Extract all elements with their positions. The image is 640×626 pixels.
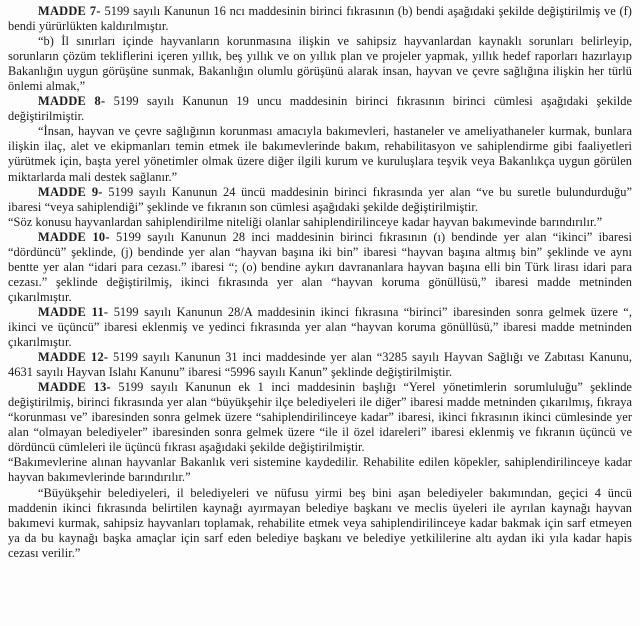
paragraph-text: “İnsan, hayvan ve çevre sağlığının korunması amacıyla bakımevleri, hastaneler ve ameliyathaneler kurmak, bunlara ilişkin ilaç, alet ve ekipmanları temin etmek ile bakımevlerinde bakım, rehabilitasyon ve sahiplendirme gibi faaliyetleri yürütmek için, başta yerel yönetimler olmak üzere diğer ilgili kurum ve kuruluşlara teşvik veya Bakanlıkça uygun görülen miktarlarda mali destek sağlanır.” [8,124,632,184]
paragraph-text: “Söz konusu hayvanlardan sahiplendirilme niteliği olanlar sahiplendirilinceye kadar hayvan bakımevinde barındırılır.” [8,214,603,229]
madde-heading: MADDE 13- [38,380,111,395]
paragraph-madde-13-quote-1 [8,455,632,485]
madde-heading: MADDE 8- [38,94,106,109]
paragraph-text: “b) İl sınırları içinde hayvanların korunmasına ilişkin ve sahipsiz hayvanlardan kaynaklı sorunları belirleyip, sorunların çözüm tekliflerini içeren yıllık, beş yıllık ve on yıllık plan ve projeler yapmak, yıllık hedef raporları hazırlayıp Bakanlığın uygun görüşüne sunmak, Bakanlığın olumlu görüşünü alarak insan, hayvan ve çevre sağlığına ilişkin her türlü önlemi almak,” [8,34,632,94]
paragraph-text: 5199 sayılı Kanunun 28 inci maddesinin birinci fıkrasının (ı) bendinde yer alan “ikinci” ibaresi “dördüncü” şeklinde, (j) bendinde yer alan “hayvan başına iki bin” ibaresi “hayvan başına altmış bin” şeklinde ve aynı bentte yer alan “idari para cezası.” ibaresi “; (o) bendine aykırı davrananlara hayvan başına elli bin Türk lirası idari para cezası.” şeklinde değiştirilmiş, ikinci fıkrasında yer alan “hayvan koruma gönüllüsü,” ibaresi madde metninden çıkarılmıştır. [8,229,632,304]
paragraph-madde-12 [8,350,632,380]
madde-heading: MADDE 9- [38,184,103,199]
paragraph-madde-8 [8,94,632,124]
paragraph-text: “Büyükşehir belediyeleri, il belediyeleri ve nüfusu yirmi beş bini aşan belediyeler bakımından, geçici 4 üncü maddenin ikinci fıkrasında belirtilen kaynağı ayırmayan belediye başkanı ve meclis üyeleri ile ayrılan kaynağı hayvan bakımevi kurmak, sahipsiz hayvanları toplamak, rehabilite etmek veya sahiplendirilinceye kadar bakmak için sarf etmeyen ya da bu kaynağı başka amaçlar için sarf eden belediye başkanı ve belediye yetkililerine altı aydan iki yıla kadar hapis cezası verilir.” [8,485,632,560]
paragraph-madde-13 [8,380,632,455]
paragraph-text: 5199 sayılı Kanunun 24 üncü maddesinin birinci fıkrasında yer alan “ve bu suretle bulundurduğu” ibaresi “veya sahiplendiği” şeklinde ve fıkranın son cümlesi aşağıdaki şekilde değiştirilmiştir. [8,184,632,214]
paragraph-text: 5199 sayılı Kanunun 31 inci maddesinde yer alan “3285 sayılı Hayvan Sağlığı ve Zabıtası Kanunu, 4631 sayılı Hayvan Islahı Kanunu” ibaresi “5996 sayılı Kanun” şeklinde değiştirilmiştir. [8,350,632,380]
paragraph-madde-9 [8,185,632,215]
madde-heading: MADDE 11- [38,304,109,319]
paragraph-text: 5199 sayılı Kanunun 16 ncı maddesinin birinci fıkrasının (b) bendi aşağıdaki şekilde değiştirilmiş ve (f) bendi yürürlükten kaldırılmıştır. [8,4,632,34]
paragraph-madde-8-quote [8,124,632,184]
paragraph-madde-7-quote-b [8,34,632,94]
paragraph-madde-13-quote-2 [8,486,632,561]
madde-heading: MADDE 12- [38,350,109,365]
paragraph-text: “Bakımevlerine alınan hayvanlar Bakanlık veri sistemine kaydedilir. Rehabilite edilen köpekler, sahiplendirilinceye kadar hayvan bakımevlerinde barındırılır.” [8,455,632,485]
document-body [8,4,632,561]
paragraph-madde-9-quote [8,215,632,230]
paragraph-text: 5199 sayılı Kanunun 19 uncu maddesinin birinci fıkrasının birinci cümlesi aşağıdaki şekilde değiştirilmiştir. [8,94,632,124]
paragraph-madde-10 [8,230,632,305]
paragraph-text: 5199 sayılı Kanunun 28/A maddesinin ikinci fıkrasına “birinci” ibaresinden sonra gelmek üzere “, ikinci ve üçüncü” ibaresi eklenmiş ve yedinci fıkrasında yer alan “hayvan koruma gönüllüsü,” ibaresi madde metninden çıkarılmıştır. [8,304,632,350]
paragraph-madde-7 [8,4,632,34]
madde-heading: MADDE 7- [38,4,101,18]
paragraph-madde-11 [8,305,632,350]
paragraph-text: 5199 sayılı Kanunun ek 1 inci maddesinin başlığı “Yerel yönetimlerin sorumluluğu” şeklinde değiştirilmiş, birinci fıkrasında yer alan “büyükşehir ilçe belediyeleri ile diğer” ibaresi madde metninden çıkarılmış, fıkraya “korunması ve” ibaresinden sonra gelmek üzere “sahiplendirilinceye kadar” ibaresi, ikinci fıkrasının ikinci cümlesinde yer alan “olmayan belediyeler” ibaresinden sonra gelmek üzere “ile il özel idareleri” ibaresi eklenmiş ve fıkranın üçüncü ve dördüncü cümleleri ile üçüncü fıkrası aşağıdaki şekilde değiştirilmiştir. [8,380,632,455]
madde-heading: MADDE 10- [38,229,110,244]
